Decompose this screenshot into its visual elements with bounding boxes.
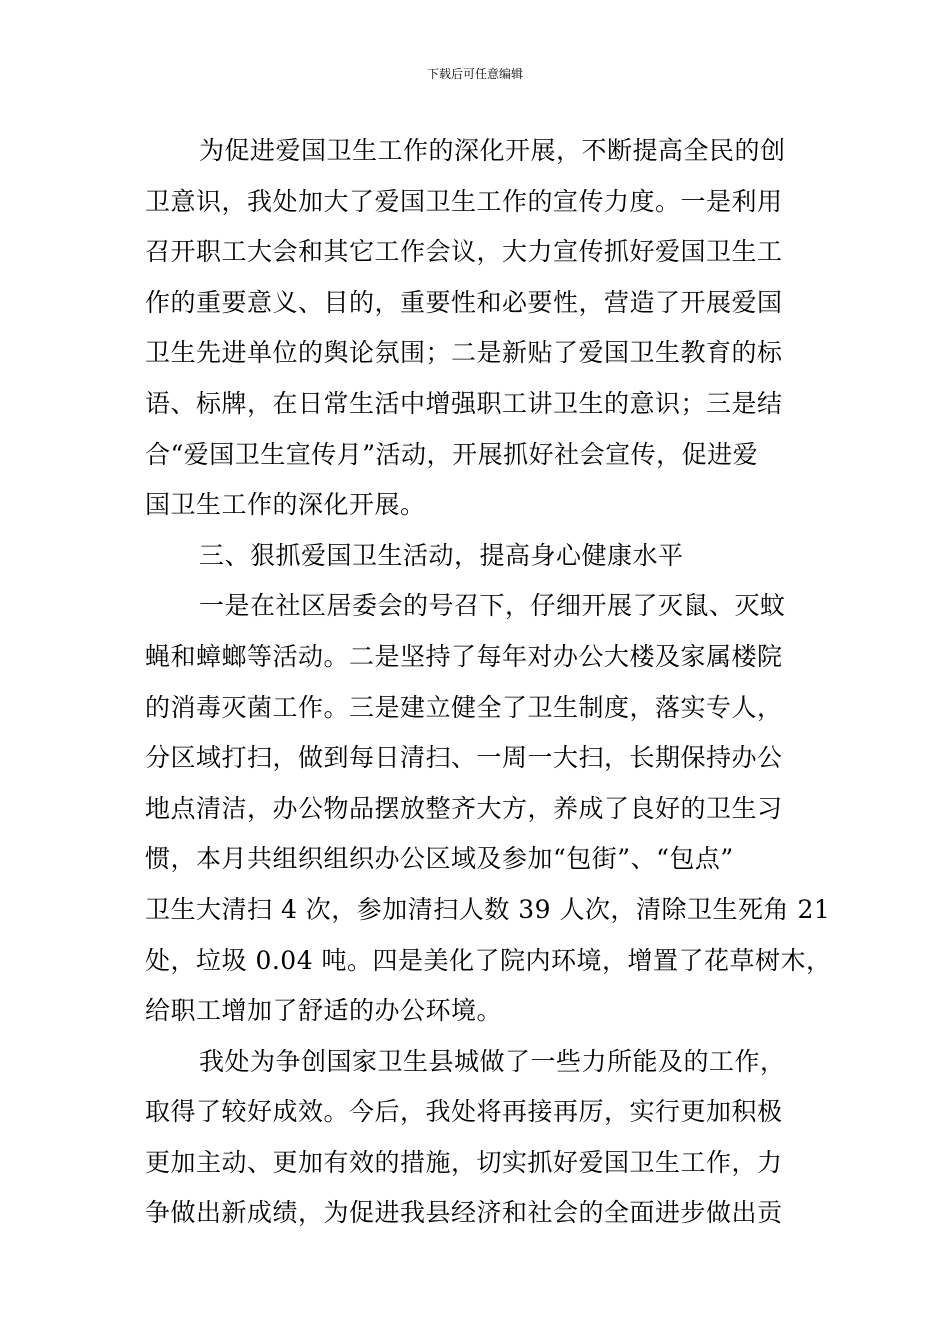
paragraph-line: 语、标牌，在日常生活中增强职工讲卫生的意识；三是结	[145, 388, 783, 418]
paragraph-line: 卫生先进单位的舆论氛围；二是新贴了爱国卫生教育的标	[145, 338, 783, 368]
paragraph-line: 我处为争创国家卫生县城做了一些力所能及的工作，	[199, 1046, 786, 1076]
paragraph-line: 作的重要意义、目的，重要性和必要性，营造了开展爱国	[145, 287, 783, 317]
paragraph-line: 取得了较好成效。今后，我处将再接再厉，实行更加积极	[145, 1097, 783, 1127]
paragraph-line: 一是在社区居委会的号召下，仔细开展了灭鼠、灭蚊	[199, 591, 786, 621]
paragraph-line: 为促进爱国卫生工作的深化开展，不断提高全民的创	[199, 136, 786, 165]
header-note: 下载后可任意编辑	[426, 67, 523, 81]
paragraph-line: 处，垃圾 0.04 吨。四是美化了院内环境，增置了花草树木，	[145, 945, 832, 975]
paragraph-line: 分区域打扫，做到每日清扫、一周一大扫，长期保持办公	[145, 743, 783, 773]
paragraph-line: 更加主动、更加有效的措施，切实抓好爱国卫生工作，力	[145, 1147, 783, 1177]
paragraph-line: 卫生大清扫 4 次，参加清扫人数 39 人次，清除卫生死角 21	[145, 894, 831, 924]
paragraph-line: 的消毒灭菌工作。三是建立健全了卫生制度，落实专人，	[145, 692, 783, 722]
paragraph-line: 合“爱国卫生宣传月”活动，开展抓好社会宣传，促进爱	[145, 439, 759, 469]
paragraph-line: 地点清洁，办公物品摆放整齐大方，养成了良好的卫生习	[145, 793, 783, 823]
paragraph-line: 给职工增加了舒适的办公环境。	[145, 996, 503, 1026]
paragraph-line: 卫意识，我处加大了爱国卫生工作的宣传力度。一是利用	[145, 186, 783, 216]
body-text	[145, 126, 832, 1239]
paragraph-line: 争做出新成绩，为促进我县经济和社会的全面进步做出贡	[145, 1198, 783, 1228]
paragraph-line: 惯，本月共组织组织办公区域及参加“包街”、“包点”	[145, 844, 734, 874]
paragraph-line: 国卫生工作的深化开展。	[145, 490, 426, 520]
paragraph-line: 蝇和蟑螂等活动。二是坚持了每年对办公大楼及家属楼院	[145, 641, 783, 671]
section-heading: 三、狠抓爱国卫生活动，提高身心健康水平	[199, 540, 684, 570]
paragraph-line: 召开职工大会和其它工作会议，大力宣传抓好爱国卫生工	[145, 237, 783, 267]
